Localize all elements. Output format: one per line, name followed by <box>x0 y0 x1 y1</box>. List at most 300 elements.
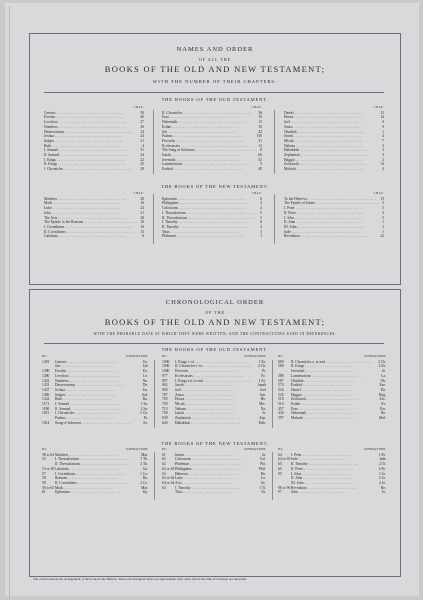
book-name: Joshua . . . <box>55 388 134 393</box>
book-row <box>162 167 262 172</box>
chapter-count: 3 <box>382 120 384 125</box>
contraction: Jo. <box>381 490 386 495</box>
chapter-count: 1 <box>382 229 384 234</box>
chapter-count: 4 <box>260 206 262 211</box>
chapter-count: 31 <box>258 138 262 143</box>
book-name: II. Chronicles . . . <box>162 111 256 116</box>
chapter-count: 25 <box>140 162 144 167</box>
contraction: Eze. <box>379 383 386 388</box>
date-value: 65 <box>278 462 282 467</box>
contraction: 2 Ch. <box>258 364 266 369</box>
chapter-count: 42 <box>258 129 262 134</box>
book-name: Song of Solomon . . . <box>55 421 134 426</box>
date-value: 96 or 96 <box>278 485 291 490</box>
chapter-count: 4 <box>260 201 262 206</box>
book-name: II. Timothy . . . <box>162 225 258 230</box>
chrono-ot-column-1 <box>42 355 148 426</box>
book-name: Jeremiah . . . <box>162 158 256 163</box>
chrono-row <box>278 490 386 495</box>
book-name: Ecclesiastes . . . <box>175 374 252 379</box>
book-name: Ephesians . . . <box>55 490 134 495</box>
book-name: Titus . . . <box>175 490 252 495</box>
date-value: 1490 <box>42 369 50 374</box>
part1-of-all-the: OF ALL THE <box>198 57 232 62</box>
book-name: Galatians . . . <box>55 467 134 472</box>
part2-title-line1: CHRONOLOGICAL ORDER <box>165 299 265 306</box>
chapter-count: 1 <box>382 224 384 229</box>
date-value: 457 <box>278 406 284 411</box>
date-value: 64 <box>162 485 166 490</box>
book-row <box>162 234 262 239</box>
ot-column-3 <box>284 106 384 172</box>
chapter-count: 4 <box>260 224 262 229</box>
chap-column-label: CHAP. <box>251 106 262 109</box>
date-value: 588 <box>278 373 284 378</box>
book-name: Exodus . . . <box>44 115 138 120</box>
book-name: II. Samuel . . . <box>44 153 138 158</box>
book-name: Ephesians . . . <box>162 197 258 202</box>
date-value: 434 <box>278 411 284 416</box>
bc-label: B.C. <box>162 355 168 358</box>
chapter-count: 10 <box>258 124 262 129</box>
contractions-label: CONTRACTIONS. <box>125 355 148 358</box>
contraction: 1 Co. <box>140 471 148 476</box>
book-name: III. John . . . <box>291 481 372 486</box>
chap-column-label: CHAP. <box>373 106 384 109</box>
date-value: 1171 <box>42 402 50 407</box>
book-row <box>284 167 384 172</box>
page-edge <box>9 6 10 599</box>
book-name: Revelation . . . <box>291 486 372 491</box>
book-name: II. Thessalonians . . . <box>55 462 134 467</box>
book-name: Genesis . . . <box>44 111 138 116</box>
part2-nt-header: THE BOOKS OF THE NEW TESTAMENT. <box>161 441 269 446</box>
date-value: 588 <box>278 364 284 369</box>
part1-subtitle: WITH THE NUMBER OF THEIR CHAPTERS. <box>152 79 278 84</box>
book-name: Luke . . . <box>175 476 252 481</box>
date-value: 630 <box>162 416 168 421</box>
date-value: 63 or 64 <box>162 480 175 485</box>
chrono-row <box>278 416 386 421</box>
date-value: 1000 <box>162 359 170 364</box>
book-name: To the Hebrews . . . <box>284 197 378 202</box>
chapter-count: 34 <box>140 129 144 134</box>
column-divider <box>272 452 273 500</box>
chapter-count: 36 <box>140 124 144 129</box>
nt-column-2 <box>162 192 262 239</box>
contraction: Phi. <box>260 462 266 467</box>
chapter-count: 16 <box>140 224 144 229</box>
contraction: Hab. <box>258 420 266 425</box>
book-name: The Epistle of James . . . <box>284 201 380 206</box>
book-row <box>284 234 384 239</box>
chapter-count: 6 <box>142 234 144 239</box>
date-value: 56 to 63 <box>42 485 55 490</box>
book-name: Philemon . . . <box>162 234 258 239</box>
book-name: Romans . . . <box>55 476 134 481</box>
contraction: 2 Th. <box>140 462 148 467</box>
book-name: I. John . . . <box>284 216 380 221</box>
book-name: Jude . . . <box>291 457 372 462</box>
chapter-count: 10 <box>258 115 262 120</box>
book-name: Daniel . . . <box>291 388 372 393</box>
book-name: John . . . <box>44 211 138 216</box>
date-value: 518 <box>278 397 284 402</box>
column-divider <box>154 452 155 500</box>
date-value: 1452 <box>42 378 50 383</box>
book-name: Proverbs . . . <box>162 139 256 144</box>
contraction: Ob. <box>380 378 386 383</box>
book-name: Philippians . . . <box>162 201 258 206</box>
contraction: Na. <box>260 406 266 411</box>
book-name: Daniel . . . <box>284 111 378 116</box>
chapter-count: 14 <box>380 115 384 120</box>
page <box>5 3 419 596</box>
date-value: 53 or 58 <box>42 466 55 471</box>
book-name: Lamentations . . . <box>291 374 372 379</box>
chapter-count: 4 <box>142 143 144 148</box>
chapter-count: 13 <box>140 229 144 234</box>
date-value: 95 <box>278 471 282 476</box>
chrono-ot-column-3 <box>278 355 386 421</box>
contraction: 3 Jo. <box>379 480 386 485</box>
book-name: Ecclesiastes . . . <box>162 144 256 149</box>
book-name: Ezra . . . <box>291 407 372 412</box>
book-name: II. John . . . <box>291 476 372 481</box>
chrono-row <box>42 490 148 495</box>
chapter-count: 28 <box>140 215 144 220</box>
chapter-count: 1 <box>382 220 384 225</box>
contraction: 2 Pe. <box>378 466 386 471</box>
book-name: I. Kings . . . <box>44 158 138 163</box>
chapter-count: 4 <box>382 134 384 139</box>
contraction: Phil. <box>259 466 266 471</box>
contractions-label: CONTRACTIONS. <box>125 448 148 451</box>
contraction: Nu. <box>142 378 148 383</box>
date-value: 713 <box>162 406 168 411</box>
book-name: Nahum . . . <box>284 144 380 149</box>
date-value: 534 <box>278 387 284 392</box>
chap-column-label: CHAP. <box>373 192 384 195</box>
book-name: James . . . <box>175 453 252 458</box>
book-name: I. Samuel . . . <box>44 148 138 153</box>
nt-column-1 <box>44 192 144 239</box>
chapter-count: 14 <box>380 162 384 167</box>
book-name: Proverbs . . . <box>175 369 252 374</box>
contraction: Re. <box>380 485 386 490</box>
book-name: Hebrews . . . <box>175 472 252 477</box>
book-name: II. Kings . . . <box>291 364 372 369</box>
book-name: The Epistle to the Romans . . . <box>44 220 138 225</box>
date-value: 1322 <box>42 397 50 402</box>
chapter-count: 16 <box>140 201 144 206</box>
date-value: 600 <box>278 359 284 364</box>
chrono-row <box>162 490 266 495</box>
book-name: Haggai . . . <box>291 393 372 398</box>
book-name: Hosea . . . <box>284 115 378 120</box>
ot-column-2 <box>162 106 262 172</box>
contractions-label: CONTRACTIONS. <box>363 355 386 358</box>
chapter-count: 24 <box>140 206 144 211</box>
book-name: II. Samuel . . . <box>55 407 134 412</box>
book-name: Hosea . . . <box>175 397 252 402</box>
date-value: 1406 <box>42 392 50 397</box>
column-divider <box>153 194 154 244</box>
book-name: Deuteronomy . . . <box>44 130 138 135</box>
column-divider <box>272 360 273 428</box>
contraction: Ho. <box>260 397 266 402</box>
date-value: 1490 <box>42 373 50 378</box>
chapter-count: 22 <box>380 234 384 239</box>
date-value: 61 <box>162 452 166 457</box>
date-value: 862 <box>162 383 168 388</box>
book-name: Psalms . . . <box>55 416 134 421</box>
book-name: Jonah . . . <box>284 134 380 139</box>
book-name: Haggai . . . <box>284 158 380 163</box>
book-name: II. Timothy . . . <box>291 462 372 467</box>
date-value: 58 <box>42 476 46 481</box>
part2-of-the: OF THE <box>205 310 225 315</box>
names-and-order-panel <box>29 33 401 285</box>
contraction: Ac. <box>260 480 266 485</box>
chapter-count: 31 <box>140 148 144 153</box>
date-value: 1491 <box>42 359 50 364</box>
book-name: I. Thessalonians . . . <box>162 211 258 216</box>
book-name: II. Corinthians . . . <box>55 481 134 486</box>
chapter-count: 2 <box>382 157 384 162</box>
contractions-label: CONTRACTIONS. <box>243 448 266 451</box>
book-name: Obadiah . . . <box>291 379 372 384</box>
book-name: Matthew . . . <box>55 453 134 458</box>
book-name: I. Corinthians . . . <box>55 472 134 477</box>
contraction: Tit. <box>260 490 266 495</box>
book-name: Ezekiel . . . <box>162 167 256 172</box>
chapter-count: 12 <box>380 110 384 115</box>
chapter-count: 1 <box>382 129 384 134</box>
book-name: I. Kings i.-xi. . . . <box>175 360 252 365</box>
part2-subtitle: WITH THE PROBABLE DATE AT WHICH THEY WERE WRITTEN, AND THE CONTRACTIONS USED IN REFERENCES. <box>93 332 337 336</box>
date-value: 626 <box>162 420 168 425</box>
book-name: Joshua . . . <box>44 134 138 139</box>
date-value: 574 <box>278 383 284 388</box>
book-name: II. Peter . . . <box>291 467 372 472</box>
date-value: 97 <box>278 490 282 495</box>
part1-nt-header: THE BOOKS OF THE NEW TESTAMENT. <box>161 184 269 189</box>
bc-label: B.C. <box>278 448 284 451</box>
date-value: 1427 <box>42 387 50 392</box>
contraction: Ge. <box>142 359 148 364</box>
contraction: Ne. <box>380 411 386 416</box>
date-value: 1015 <box>42 411 50 416</box>
chapter-count: 16 <box>140 220 144 225</box>
divider <box>44 343 384 344</box>
book-name: Mark . . . <box>55 486 134 491</box>
nt-column-3 <box>284 192 384 239</box>
chrono-row <box>162 421 266 426</box>
book-name: Nahum . . . <box>175 407 252 412</box>
contraction: Lu. <box>260 476 266 481</box>
date-value: 897 <box>162 378 168 383</box>
book-name: Psalms . . . <box>162 134 254 139</box>
book-name: I. Corinthians . . . <box>44 225 138 230</box>
chapter-count: 5 <box>260 162 262 167</box>
column-divider <box>154 360 155 428</box>
contraction: Ro. <box>142 476 148 481</box>
book-name: Malachi . . . <box>284 167 380 172</box>
chrono-nt-column-1 <box>42 448 148 495</box>
chapter-count: 3 <box>260 229 262 234</box>
book-name: Judges . . . <box>55 393 134 398</box>
contraction: Am. <box>259 392 266 397</box>
date-value: 64 or 65 <box>278 457 291 462</box>
book-name: Jonah . . . <box>175 383 252 388</box>
bc-label: B.C. <box>162 448 168 451</box>
chapter-count: 5 <box>382 201 384 206</box>
date-value: 61 <box>42 490 46 495</box>
book-name: Lamentations . . . <box>162 162 258 167</box>
book-name: I. Chronicles . . . <box>44 167 138 172</box>
chrono-nt-column-3 <box>278 448 386 495</box>
part2-title-line2: BOOKS OF THE OLD AND NEW TESTAMENT; <box>104 317 326 327</box>
chronological-order-panel <box>29 289 401 577</box>
chapter-count: 21 <box>140 138 144 143</box>
book-name: Zechariah . . . <box>291 397 372 402</box>
book-name: Jude . . . <box>284 230 380 235</box>
date-value: 62 <box>162 457 166 462</box>
date-value: 63 or 64 <box>162 476 175 481</box>
column-divider <box>153 110 154 174</box>
date-value: 785 <box>162 397 168 402</box>
book-name: Joel . . . <box>284 120 380 125</box>
date-value: 977 <box>162 373 168 378</box>
chapter-count: 9 <box>382 124 384 129</box>
contraction: Joel <box>260 387 266 392</box>
book-name: Ezekiel . . . <box>291 383 372 388</box>
date-value: 397 <box>278 416 284 421</box>
contraction: Ep. <box>142 490 148 495</box>
contraction: 2 Ti. <box>379 462 386 467</box>
book-name: Galatians . . . <box>44 234 140 239</box>
book-name: II. Peter . . . <box>284 211 380 216</box>
book-name: Ezra . . . <box>162 115 256 120</box>
book-name: II. Corinthians . . . <box>44 230 138 235</box>
book-name: II. Kings . . . <box>44 162 138 167</box>
book-name: Deuteronomy . . . <box>55 383 134 388</box>
part1-title-line2: BOOKS OF THE OLD AND NEW TESTAMENT; <box>104 64 326 74</box>
book-name: Job . . . <box>162 130 256 135</box>
date-value: 1451 <box>42 383 50 388</box>
contractions-label: CONTRACTIONS. <box>243 355 266 358</box>
chapter-count: 29 <box>140 167 144 172</box>
book-name: Colossians . . . <box>162 206 258 211</box>
date-value: 64 <box>278 452 282 457</box>
contraction: Le. <box>143 373 148 378</box>
chrono-ot-column-2 <box>162 355 266 426</box>
contraction: Mic. <box>259 402 266 407</box>
book-name: Colossians . . . <box>175 457 252 462</box>
contraction: 2 Ki. <box>378 364 386 369</box>
chapter-count: 4 <box>382 167 384 172</box>
book-name: Jeremiah . . . <box>291 369 372 374</box>
book-name: Luke . . . <box>44 206 138 211</box>
book-name: Habakkuk . . . <box>284 148 380 153</box>
contraction: So. <box>143 420 148 425</box>
date-value: 520 <box>278 392 284 397</box>
book-name: Philippians . . . <box>175 467 252 472</box>
date-value: 38 to 64 <box>42 452 55 457</box>
chapter-count: 24 <box>140 153 144 158</box>
chrono-nt-column-2 <box>162 448 266 495</box>
book-name: Amos . . . <box>284 125 380 130</box>
date-value: 62 or 63 <box>162 466 175 471</box>
book-name: Zephaniah . . . <box>284 153 380 158</box>
chap-column-label: CHAP. <box>251 192 262 195</box>
contraction: 2 Co. <box>140 480 148 485</box>
contraction: 2 Jo. <box>379 476 386 481</box>
book-name: Ruth . . . <box>55 397 134 402</box>
chapter-count: 27 <box>140 120 144 125</box>
book-name: Revelation . . . <box>284 234 378 239</box>
chap-column-label: CHAP. <box>133 192 144 195</box>
book-row <box>44 234 144 239</box>
contraction: 1 Ki. <box>258 378 266 383</box>
contraction: 1 Th. <box>140 457 148 462</box>
chapter-count: 150 <box>256 134 262 139</box>
book-name: Micah . . . <box>175 402 252 407</box>
column-divider <box>274 194 275 244</box>
contraction: Ru. <box>142 397 148 402</box>
book-name: Genesis . . . <box>55 360 134 365</box>
book-name: II. Thessalonians . . . <box>162 216 258 221</box>
contraction: Ec. <box>261 373 266 378</box>
chapter-count: 5 <box>382 206 384 211</box>
book-name: Nehemiah . . . <box>291 411 372 416</box>
chapter-count: 28 <box>140 196 144 201</box>
date-value: 750 <box>162 402 168 407</box>
book-name: Matthew . . . <box>44 197 138 202</box>
date-value: 587 <box>278 378 284 383</box>
contractions-label: CONTRACTIONS. <box>363 448 386 451</box>
chapter-count: 3 <box>382 143 384 148</box>
date-value: 63 <box>162 471 166 476</box>
contraction: Jud. <box>141 392 148 397</box>
chapter-count: 21 <box>140 210 144 215</box>
book-name: Isaiah . . . <box>175 411 252 416</box>
contraction: Ps. <box>143 416 148 421</box>
chapter-count: 48 <box>258 167 262 172</box>
chapter-count: 12 <box>258 143 262 148</box>
date-value: 1000 <box>162 369 170 374</box>
book-name: Job . . . <box>55 364 134 369</box>
book-name: II. Chronicles x. to end . . . <box>291 360 372 365</box>
contraction: 1 Ki. <box>258 359 266 364</box>
contraction: Is. <box>262 411 266 416</box>
chapter-count: 22 <box>140 157 144 162</box>
contraction: 1 Ti. <box>259 485 266 490</box>
chapter-count: 3 <box>382 210 384 215</box>
book-name: Isaiah . . . <box>162 153 256 158</box>
chapter-count: 1 <box>260 234 262 239</box>
book-name: I. Thessalonians . . . <box>55 457 134 462</box>
chapter-count: 3 <box>382 153 384 158</box>
date-value: 787 <box>162 392 168 397</box>
contraction: Da. <box>380 387 386 392</box>
chapter-count: 66 <box>258 153 262 158</box>
contraction: Mar. <box>141 485 148 490</box>
book-name: Acts . . . <box>175 481 252 486</box>
chapter-count: 24 <box>140 134 144 139</box>
book-name: II. John . . . <box>284 220 380 225</box>
